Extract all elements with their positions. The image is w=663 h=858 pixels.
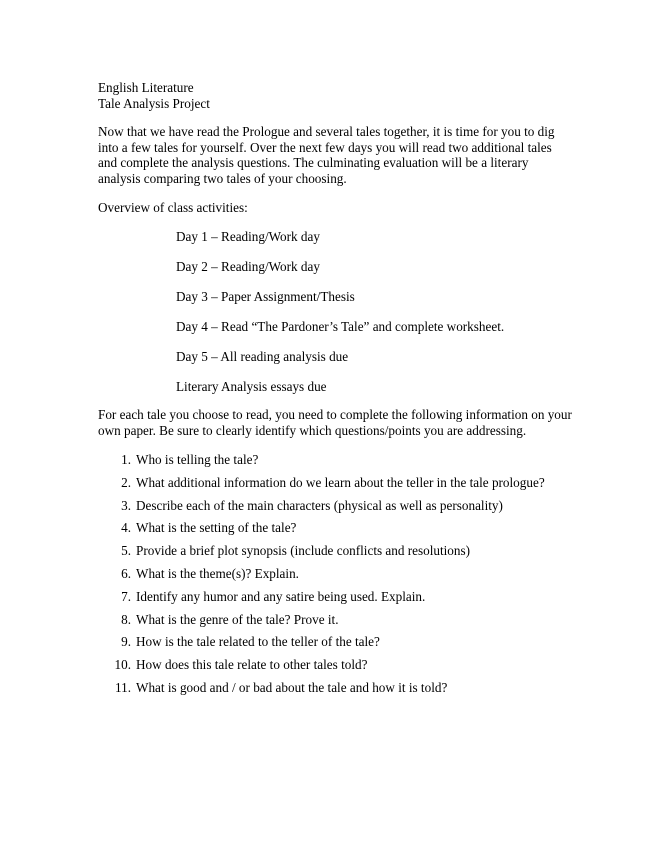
schedule-item: Day 5 – All reading analysis due: [176, 349, 349, 364]
project-title: Tale Analysis Project: [98, 95, 210, 111]
question-number: 5.: [121, 543, 131, 559]
question-item: [0, 498, 663, 521]
question-number: 11.: [115, 679, 131, 695]
question-item: [0, 452, 663, 475]
document-header: [98, 80, 210, 111]
question-text: Provide a brief plot synopsis (include conflicts and resolutions): [136, 543, 471, 559]
schedule-item: Day 4 – Read “The Pardoner’s Tale” and complete worksheet.: [176, 319, 505, 334]
question-item: [0, 589, 663, 612]
question-item: [0, 566, 663, 589]
question-item: [0, 520, 663, 543]
question-number: 7.: [121, 588, 131, 604]
instructions-line: own paper. Be sure to clearly identify which questions/points you are addressing.: [98, 422, 527, 438]
instructions-line: For each tale you choose to read, you need to complete the following information on your: [98, 407, 572, 422]
question-text: How is the tale related to the teller of the tale?: [136, 634, 380, 650]
activity-schedule: [176, 229, 504, 409]
question-text: How does this tale relate to other tales told?: [136, 657, 368, 673]
question-item: [0, 680, 663, 703]
question-number: 9.: [121, 634, 131, 650]
question-number: 2.: [121, 474, 131, 490]
question-number: 6.: [121, 565, 131, 581]
question-text: Identify any humor and any satire being used. Explain.: [136, 588, 426, 604]
intro-paragraph: [98, 124, 568, 186]
course-title: English Literature: [98, 80, 194, 95]
question-number: 8.: [121, 611, 131, 627]
question-number: 10.: [114, 657, 131, 673]
overview-heading: Overview of class activities:: [98, 200, 248, 215]
question-text: Who is telling the tale?: [136, 452, 259, 467]
question-text: What is good and / or bad about the tale and how it is told?: [136, 679, 448, 695]
schedule-item: Day 3 – Paper Assignment/Thesis: [176, 289, 355, 304]
schedule-item: Literary Analysis essays due: [176, 379, 327, 394]
question-text: What is the genre of the tale? Prove it.: [136, 611, 339, 627]
question-number: 3.: [121, 497, 131, 513]
analysis-questions-list: [0, 452, 663, 703]
question-text: What is the setting of the tale?: [136, 520, 297, 536]
instructions-paragraph: [98, 407, 572, 438]
question-text: What additional information do we learn about the teller in the tale prologue?: [136, 474, 545, 490]
question-item: [0, 612, 663, 635]
intro-line: and complete the analysis questions. The culminating evaluation will be a literary: [98, 155, 529, 171]
question-number: 4.: [121, 520, 131, 536]
question-item: [0, 543, 663, 566]
intro-line: analysis comparing two tales of your choosing.: [98, 170, 347, 186]
question-number: 1.: [121, 452, 131, 467]
schedule-item: Day 1 – Reading/Work day: [176, 229, 320, 244]
question-item: [0, 634, 663, 657]
question-item: [0, 657, 663, 680]
schedule-item: Day 2 – Reading/Work day: [176, 259, 320, 274]
intro-line: Now that we have read the Prologue and several tales together, it is time for you to dig: [98, 124, 555, 139]
question-item: [0, 475, 663, 498]
question-text: Describe each of the main characters (physical as well as personality): [136, 497, 503, 513]
intro-line: into a few tales for yourself. Over the next few days you will read two additional tales: [98, 139, 552, 155]
question-text: What is the theme(s)? Explain.: [136, 565, 299, 581]
